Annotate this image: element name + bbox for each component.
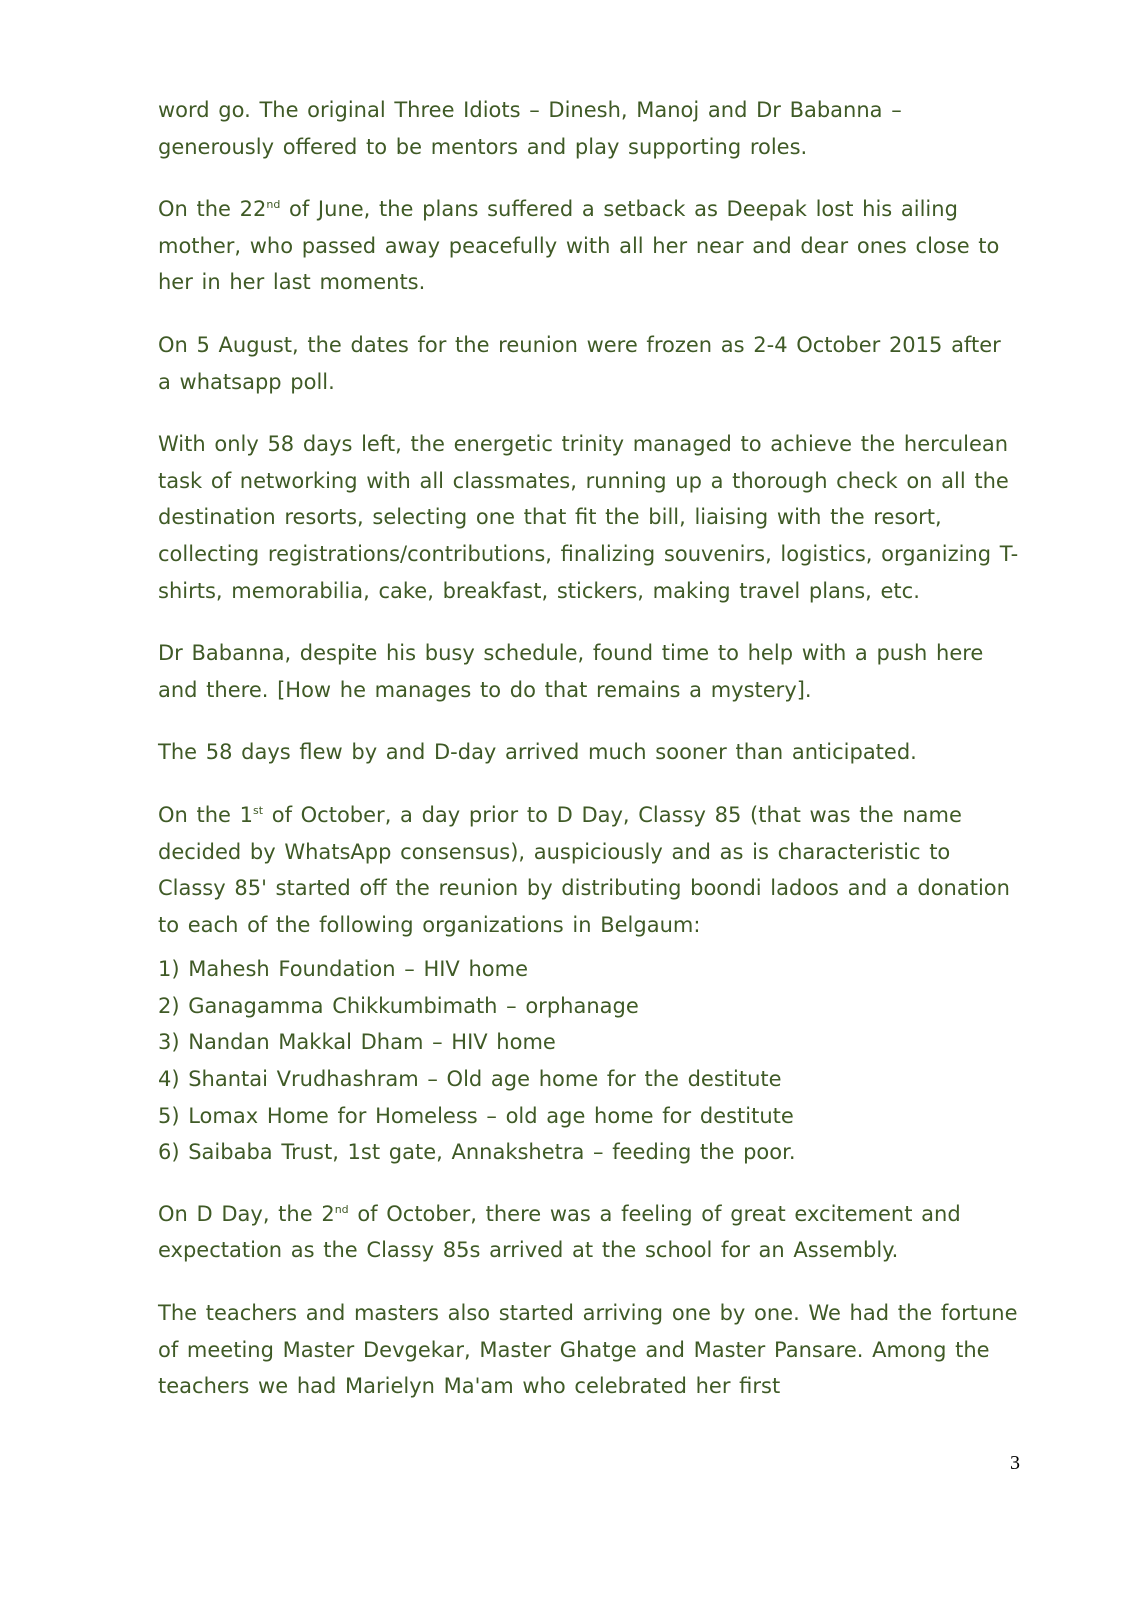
paragraph-text: Dr Babanna, despite his busy schedule, found time to help with a push here and there. [How he manages to do that remains a mystery]. <box>158 641 984 702</box>
ordinal-suffix: nd <box>266 198 281 212</box>
paragraph-text: of October, a day prior to D Day, Classy 85 (that was the name decided by WhatsApp consensus), auspiciously and as is characteristic to Classy 85' started off the reunion by distributing boondi ladoos and a donation to each of the following organizations in Belgaum: <box>158 802 1010 937</box>
paragraph-text: of October, there was a feeling of great excitement and expectation as the Classy 85s arrived at the school for an Assembly. <box>158 1201 961 1263</box>
paragraph-preparations <box>158 426 1020 609</box>
document-body <box>158 92 1020 1431</box>
paragraph-dates <box>158 327 1020 400</box>
paragraph-babanna <box>158 635 1020 708</box>
paragraph-text: On 5 August, the dates for the reunion were frozen as 2-4 October 2015 after a whatsapp poll. <box>158 332 1001 394</box>
paragraph-text: The 58 days flew by and D-day arrived much sooner than anticipated. <box>158 740 917 765</box>
ordinal-suffix: nd <box>334 1202 349 1216</box>
paragraph-text: On D Day, the 2 <box>158 1201 335 1226</box>
paragraph-text: With only 58 days left, the energetic trinity managed to achieve the herculean task of networking with all classmates, running up a thorough check on all the destination resorts, selecting one that fit the bill, liaising with the resort, collecting registrations/contributions, finalizing souvenirs, logistics, organizing T-shirts, memorabilia, cake, breakfast, stickers, making travel plans, etc. <box>158 432 1019 603</box>
paragraph-assembly <box>158 1196 1020 1269</box>
paragraph-october-first <box>158 797 1020 943</box>
list-item: 6) Saibaba Trust, 1st gate, Annakshetra – feeding the poor. <box>158 1140 796 1165</box>
list-item: 3) Nandan Makkal Dham – HIV home <box>158 1030 556 1055</box>
paragraph-text: On the 1 <box>158 802 254 827</box>
paragraph-d-day <box>158 734 1020 771</box>
paragraph-text: The teachers and masters also started arriving one by one. We had the fortune of meeting Master Devgekar, Master Ghatge and Master Pansare. Among the teachers we had Marielyn Ma'am who celebrated her first <box>158 1301 1018 1399</box>
list-item: 5) Lomax Home for Homeless – old age home for destitute <box>158 1103 794 1128</box>
paragraph-teachers <box>158 1295 1020 1405</box>
list-item: 2) Ganagamma Chikkumbimath – orphanage <box>158 993 639 1018</box>
paragraph-mentors <box>158 92 1020 165</box>
paragraph-text: of June, the plans suffered a setback as Deepak lost his ailing mother, who passed away peacefully with all her near and dear ones close to her in her last moments. <box>158 197 1000 295</box>
paragraph-text: On the 22 <box>158 197 267 222</box>
list-item: 4) Shantai Vrudhashram – Old age home for the destitute <box>158 1067 782 1092</box>
organizations-list <box>158 951 1020 1171</box>
paragraph-setback <box>158 191 1020 301</box>
page-number: 3 <box>1010 1452 1020 1474</box>
list-item: 1) Mahesh Foundation – HIV home <box>158 957 529 982</box>
ordinal-suffix: st <box>253 803 264 817</box>
paragraph-text: word go. The original Three Idiots – Dinesh, Manoj and Dr Babanna – generously offered to be mentors and play supporting roles. <box>158 98 902 159</box>
